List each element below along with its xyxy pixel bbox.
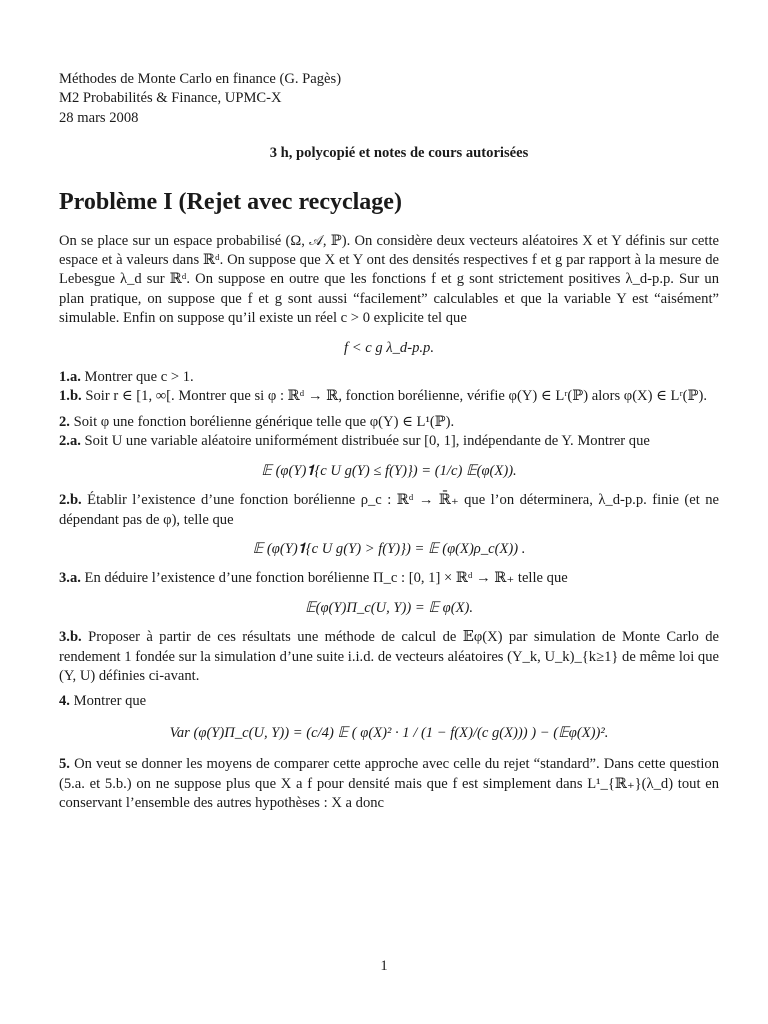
question-label: 2.a. <box>59 433 81 450</box>
equation-intro: f < c g λ_d-p.p. <box>344 339 434 356</box>
question-text: Montrer que <box>69 693 147 710</box>
question-1a <box>59 368 719 387</box>
question-text: Soit U une variable aléatoire uniformément distribuée sur [0, 1], indépendante de Y. Montrer que <box>80 433 650 450</box>
equation-2b: 𝔼 (φ(Y)𝟏{c U g(Y) > f(Y)}) = 𝔼 (φ(X)ρ_c(X)) . <box>252 540 526 557</box>
document-page <box>59 70 719 813</box>
question-2b <box>59 491 719 530</box>
question-text: Proposer à partir de ces résultats une méthode de calcul de 𝔼φ(X) par simulation de Monte Carlo de rendement 1 fondée sur la simulation d’une suite i.i.d. de vecteurs aléatoires (Y_k, U_k)_{k≥1} de même loi que (Y, U) définies ci-avant. <box>59 629 719 684</box>
question-4 <box>59 692 719 711</box>
question-text: En déduire l’existence d’une fonction borélienne Π_c : [0, 1] × ℝᵈ → ℝ₊ telle que <box>80 570 568 587</box>
question-3a <box>59 569 719 588</box>
question-text: Soit φ une fonction borélienne générique telle que φ(Y) ∈ L¹(ℙ). <box>69 413 455 430</box>
problem-title: Problème I (Rejet avec recyclage) <box>59 188 402 215</box>
course-program: M2 Probabilités & Finance, UPMC-X <box>59 90 282 107</box>
question-label: 5. <box>59 756 70 773</box>
question-5 <box>59 755 719 813</box>
question-2a <box>59 432 719 451</box>
question-label: 4. <box>59 693 70 710</box>
problem-intro: On se place sur un espace probabilisé (Ω, 𝒜, ℙ). On considère deux vecteurs aléatoires X et Y définis sur cette espace et à valeurs dans ℝᵈ. On suppose que X et Y ont des densités respectives f et g par rapport à la mesure de Lebesgue λ_d sur ℝᵈ. On suppose en outre que les fonctions f et g sont strictement positives λ_d-p.p. Sur un plan pratique, on suppose que f et g sont aussi “facilement” calculables et que la variable Y est “aisément” simulable. Enfin on suppose qu’il existe un réel c > 0 explicite tel que <box>59 232 719 327</box>
question-label: 2.b. <box>59 492 82 509</box>
exam-instructions: 3 h, polycopié et notes de cours autorisées <box>269 145 529 162</box>
course-title: Méthodes de Monte Carlo en finance (G. Pagès) <box>59 71 342 87</box>
question-2 <box>59 413 719 432</box>
page-number: 1 <box>380 958 388 974</box>
equation-4: Var (φ(Y)Π_c(U, Y)) = (c/4) 𝔼 ( φ(X)² · 1 / (1 − f(X)/(c g(X))) ) − (𝔼φ(X))². <box>169 724 609 741</box>
question-label: 2. <box>59 413 70 430</box>
equation-2a: 𝔼 (φ(Y)𝟏{c U g(Y) ≤ f(Y)}) = (1/c) 𝔼(φ(X)). <box>261 462 517 479</box>
question-text: Montrer que c > 1. <box>80 369 194 386</box>
question-3b <box>59 628 719 686</box>
question-1b <box>59 387 719 406</box>
question-label: 1.b. <box>59 388 82 405</box>
exam-date: 28 mars 2008 <box>59 109 139 126</box>
equation-3a: 𝔼(φ(Y)Π_c(U, Y)) = 𝔼 φ(X). <box>304 599 474 616</box>
question-text: Établir l’existence d’une fonction borélienne ρ_c : ℝᵈ → ℝ̄₊ que l’on déterminera, λ_d-p.p. finie (et ne dépendant pas de φ), telle que <box>59 492 719 528</box>
question-text: Soir r ∈ [1, ∞[. Montrer que si φ : ℝᵈ → ℝ, fonction borélienne, vérifie φ(Y) ∈ Lʳ(ℙ) alors φ(X) ∈ Lʳ(ℙ). <box>81 388 707 405</box>
course-header <box>59 70 719 128</box>
question-label: 3.a. <box>59 570 81 587</box>
question-label: 3.b. <box>59 629 82 646</box>
question-label: 1.a. <box>59 369 81 386</box>
question-text: On veut se donner les moyens de comparer cette approche avec celle du rejet “standard”. Dans cette question (5.a. et 5.b.) on ne suppose plus que X a f pour densité mais que f est simplement dans L¹_{ℝ₊}(λ_d) tout en conservant l’ensemble des autres hypothèses : X a donc <box>59 756 719 811</box>
